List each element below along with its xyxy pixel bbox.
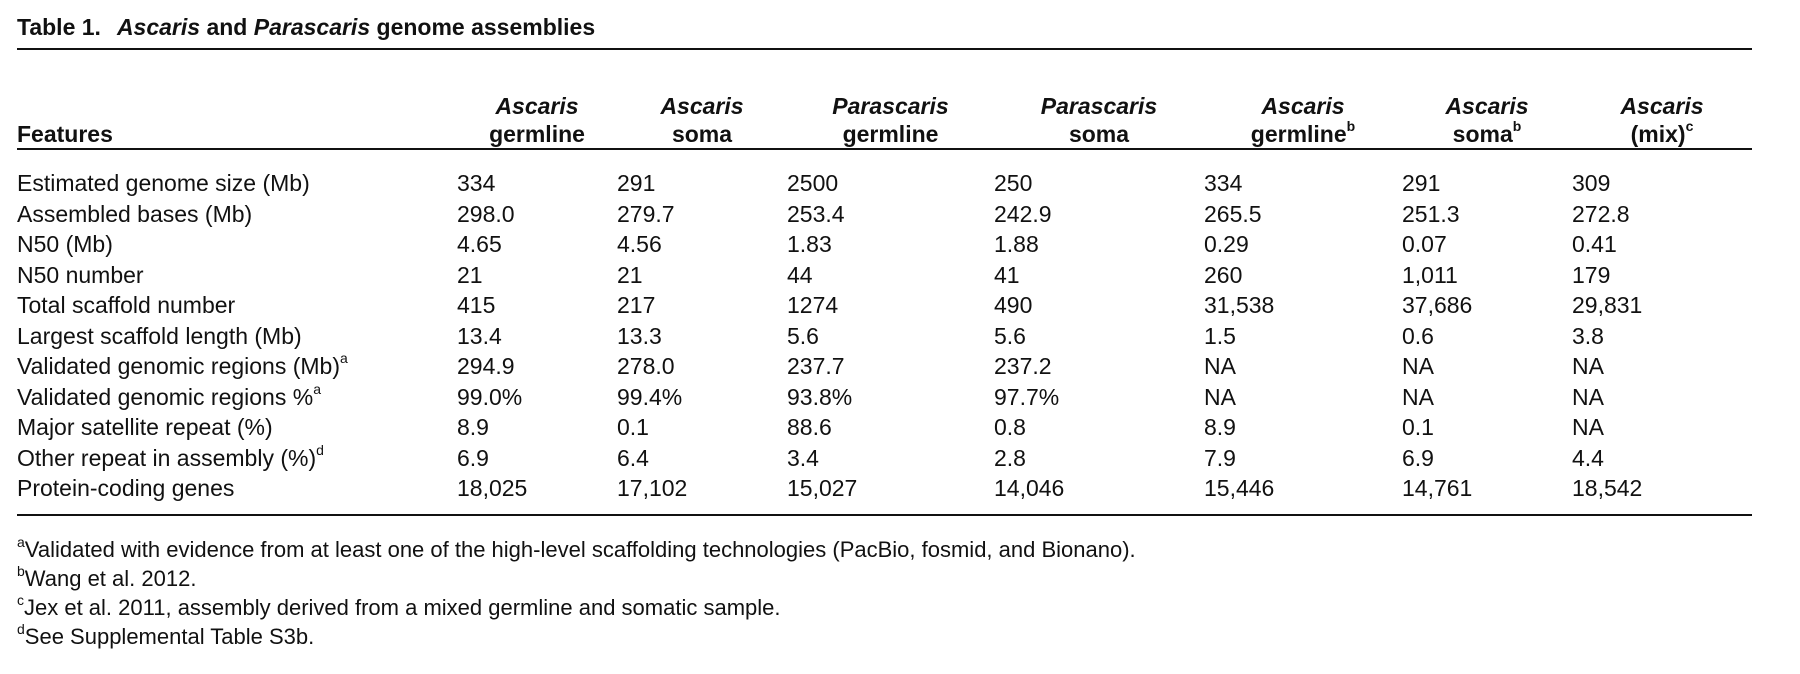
cell: 291: [617, 170, 656, 196]
bottom-rule: [17, 514, 1752, 516]
caption-part-2: and: [200, 14, 254, 40]
table-row: [17, 290, 1752, 321]
cell: 294.9: [457, 353, 515, 379]
cell: 298.0: [457, 200, 515, 227]
cell: NA: [1402, 383, 1434, 410]
table-row: [17, 351, 1752, 382]
cell: 8.9: [457, 414, 489, 440]
cell: 14,046: [994, 475, 1065, 501]
cell: 15,446: [1204, 475, 1275, 501]
cell: 14,761: [1402, 475, 1473, 501]
header-col-2: Ascaris soma: [660, 93, 744, 147]
caption-part-4: genome assemblies: [370, 14, 596, 40]
cell: 18,025: [457, 475, 528, 501]
row-label: Largest scaffold length (Mb): [17, 322, 302, 349]
row-label: Major satellite repeat (%): [17, 414, 273, 440]
cell: 334: [457, 170, 496, 196]
cell: 0.07: [1402, 231, 1447, 257]
cell: 29,831: [1572, 292, 1643, 318]
cell: 490: [994, 292, 1033, 318]
cell: 37,686: [1402, 292, 1473, 318]
cell: 13.4: [457, 322, 502, 349]
cell: 415: [457, 292, 496, 318]
cell: 0.8: [994, 414, 1026, 440]
cell: 1.83: [787, 231, 832, 257]
cell: 21: [617, 261, 643, 288]
cell: 260: [1204, 261, 1243, 288]
row-label: Validated genomic regions $(Mb)^a$: [17, 350, 348, 379]
row-label: Other repeat in assembly (%)$^d$: [17, 441, 324, 471]
header-features: Features: [17, 121, 113, 147]
cell: 99.0%: [457, 383, 523, 410]
cell: 31,538: [1204, 292, 1275, 318]
cell: 15,027: [787, 475, 858, 501]
table-caption: [17, 14, 595, 41]
table-row: [17, 443, 1752, 474]
footnote-a: $^a$Validated with evidence from at least one of the high-level scaffolding technologies (PacBio, fosmid, and Bionano).: [17, 533, 1136, 562]
cell: 4.65: [457, 231, 502, 257]
cell: 242.9: [994, 200, 1052, 227]
header-col-6: Ascaris soma$^b$: [1445, 93, 1529, 147]
cell: 6.9: [457, 444, 489, 471]
cell: 6.9: [1402, 444, 1434, 471]
footnotes: [17, 535, 1136, 651]
cell: 7.9: [1204, 444, 1236, 471]
table-row: [17, 168, 1752, 199]
cell: 334: [1204, 170, 1243, 196]
cell: 0.41: [1572, 231, 1617, 257]
cell: 18,542: [1572, 475, 1643, 501]
cell: 0.1: [1402, 414, 1434, 440]
table-row: [17, 229, 1752, 260]
cell: 3.4: [787, 444, 819, 471]
cell: 1.5: [1204, 322, 1236, 349]
cell: NA: [1572, 353, 1604, 379]
cell: 88.6: [787, 414, 832, 440]
cell: NA: [1572, 414, 1604, 440]
cell: 1274: [787, 292, 839, 318]
footnote-b: $^b$Wang et al. 2012.: [17, 562, 197, 591]
table-row: [17, 473, 1752, 504]
cell: 278.0: [617, 353, 675, 379]
cell: 1,011: [1402, 261, 1458, 288]
row-label: Protein-coding genes: [17, 475, 235, 501]
cell: 5.6: [994, 322, 1026, 349]
cell: 21: [457, 261, 483, 288]
header-col-5: Ascaris germline$^b$: [1250, 93, 1356, 147]
cell: 291: [1402, 170, 1441, 196]
cell: 93.8%: [787, 383, 853, 410]
cell: 6.4: [617, 444, 649, 471]
footnote-c: $^c$Jex et al. 2011, assembly derived from a mixed germline and somatic sample.: [17, 591, 781, 620]
cell: 13.3: [617, 322, 662, 349]
cell: NA: [1204, 383, 1236, 410]
table-row: [17, 321, 1752, 352]
cell: 4.4: [1572, 444, 1604, 471]
cell: 250: [994, 170, 1033, 196]
cell: NA: [1204, 353, 1236, 379]
header-col-1: Ascaris germline: [489, 93, 585, 147]
cell: 1.88: [994, 231, 1039, 257]
row-label: Estimated genome size (Mb): [17, 170, 310, 196]
cell: 279.7: [617, 200, 675, 227]
cell: 309: [1572, 170, 1611, 196]
cell: 97.7%: [994, 383, 1060, 410]
cell: 2.8: [994, 444, 1026, 471]
table-row: [17, 382, 1752, 413]
cell: 253.4: [787, 200, 845, 227]
cell: 44: [787, 261, 813, 288]
cell: 251.3: [1402, 200, 1460, 227]
row-label: Assembled bases (Mb): [17, 200, 253, 227]
row-label: Total scaffold number: [17, 292, 236, 318]
table-number: Table 1.: [17, 14, 101, 40]
row-label: Validated genomic regions %$^a$: [17, 380, 321, 410]
genome-assembly-table: [17, 56, 1752, 504]
cell: 272.8: [1572, 200, 1630, 227]
caption-part-3: Parascaris: [253, 14, 371, 40]
header-col-7: Ascaris (mix)$^c$: [1620, 93, 1704, 147]
cell: NA: [1572, 383, 1604, 410]
cell: 41: [994, 261, 1020, 288]
caption-part-1: Ascaris: [116, 14, 201, 40]
cell: NA: [1402, 353, 1434, 379]
cell: 179: [1572, 261, 1611, 288]
top-rule: [17, 48, 1752, 50]
table-row: [17, 412, 1752, 443]
table-row: [17, 260, 1752, 291]
cell: 0.6: [1402, 322, 1434, 349]
cell: 237.7: [787, 353, 845, 379]
cell: 99.4%: [617, 383, 683, 410]
header-col-3: Parascaris germline: [832, 93, 949, 147]
cell: 265.5: [1204, 200, 1262, 227]
cell: 0.1: [617, 414, 649, 440]
row-label: N50 (Mb): [17, 231, 113, 257]
cell: 0.29: [1204, 231, 1249, 257]
header-col-4: Parascaris soma: [1040, 93, 1158, 147]
cell: 8.9: [1204, 414, 1236, 440]
cell: 5.6: [787, 322, 819, 349]
cell: 237.2: [994, 353, 1052, 379]
cell: 17,102: [617, 475, 688, 501]
row-label: N50 number: [17, 261, 144, 288]
table-row: [17, 199, 1752, 230]
header-row: [17, 56, 1752, 148]
cell: 217: [617, 292, 656, 318]
cell: 4.56: [617, 231, 662, 257]
cell: 2500: [787, 170, 839, 196]
cell: 3.8: [1572, 322, 1604, 349]
footnote-d: $^d$See Supplemental Table S3b.: [17, 620, 315, 649]
